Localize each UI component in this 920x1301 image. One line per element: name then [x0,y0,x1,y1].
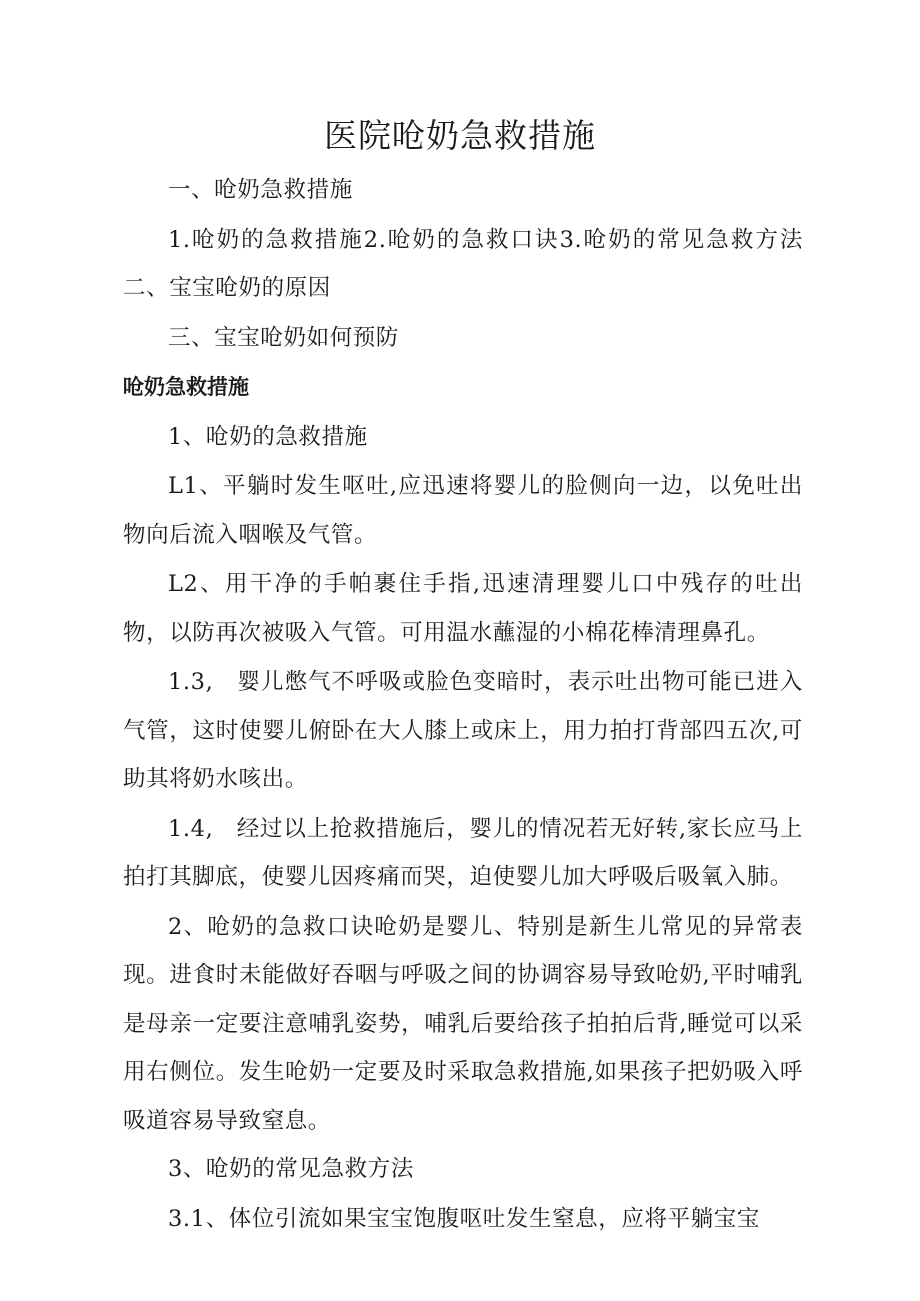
document-title: 医院呛奶急救措施 [324,116,596,155]
subheading-1: 1、呛奶的急救措施 [168,423,368,450]
toc-items: 1.呛奶的急救措施2.呛奶的急救口诀3.呛奶的常见急救方法二、宝宝呛奶的原因 [123,226,803,301]
document-body [123,166,803,1243]
section-heading: 呛奶急救措施 [123,375,249,399]
paragraph-1-2: L2、用干净的手帕裹住手指,迅速清理婴儿口中残存的吐出物，以防再次被吸入气管。可用温水蘸湿的小棉花棒清理鼻孔。 [123,571,803,646]
paragraph-1-3: 1.3, 婴儿憋气不呼吸或脸色变暗时，表示吐出物可能已进入气管，这时使婴儿俯卧在大人膝上或床上，用力拍打背部四五次,可助其将奶水咳出。 [123,669,803,792]
paragraph-2: 2、呛奶的急救口诀呛奶是婴儿、特别是新生儿常见的异常表现。进食时未能做好吞咽与呼吸之间的协调容易导致呛奶,平时哺乳是母亲一定要注意哺乳姿势，哺乳后要给孩子拍拍后背,睡觉可以采用右侧位。发生呛奶一定要及时采取急救措施,如果孩子把奶吸入呼吸道容易导致窒息。 [123,913,803,1134]
paragraph-1-1: L1、平躺时发生呕吐,应迅速将婴儿的脸侧向一边，以免吐出物向后流入咽喉及气管。 [123,473,803,548]
subheading-3: 3、呛奶的常见急救方法 [168,1156,414,1182]
paragraph-1-4: 1.4, 经过以上抢救措施后，婴儿的情况若无好转,家长应马上拍打其脚底，使婴儿因疼痛而哭，迫使婴儿加大呼吸后吸氧入肺。 [123,815,803,890]
toc-heading: 一、呛奶急救措施 [168,177,353,203]
toc-item-3: 三、宝宝呛奶如何预防 [168,324,400,351]
paragraph-3-1: 3.1、体位引流如果宝宝饱腹呕吐发生窒息，应将平躺宝宝 [168,1205,760,1232]
